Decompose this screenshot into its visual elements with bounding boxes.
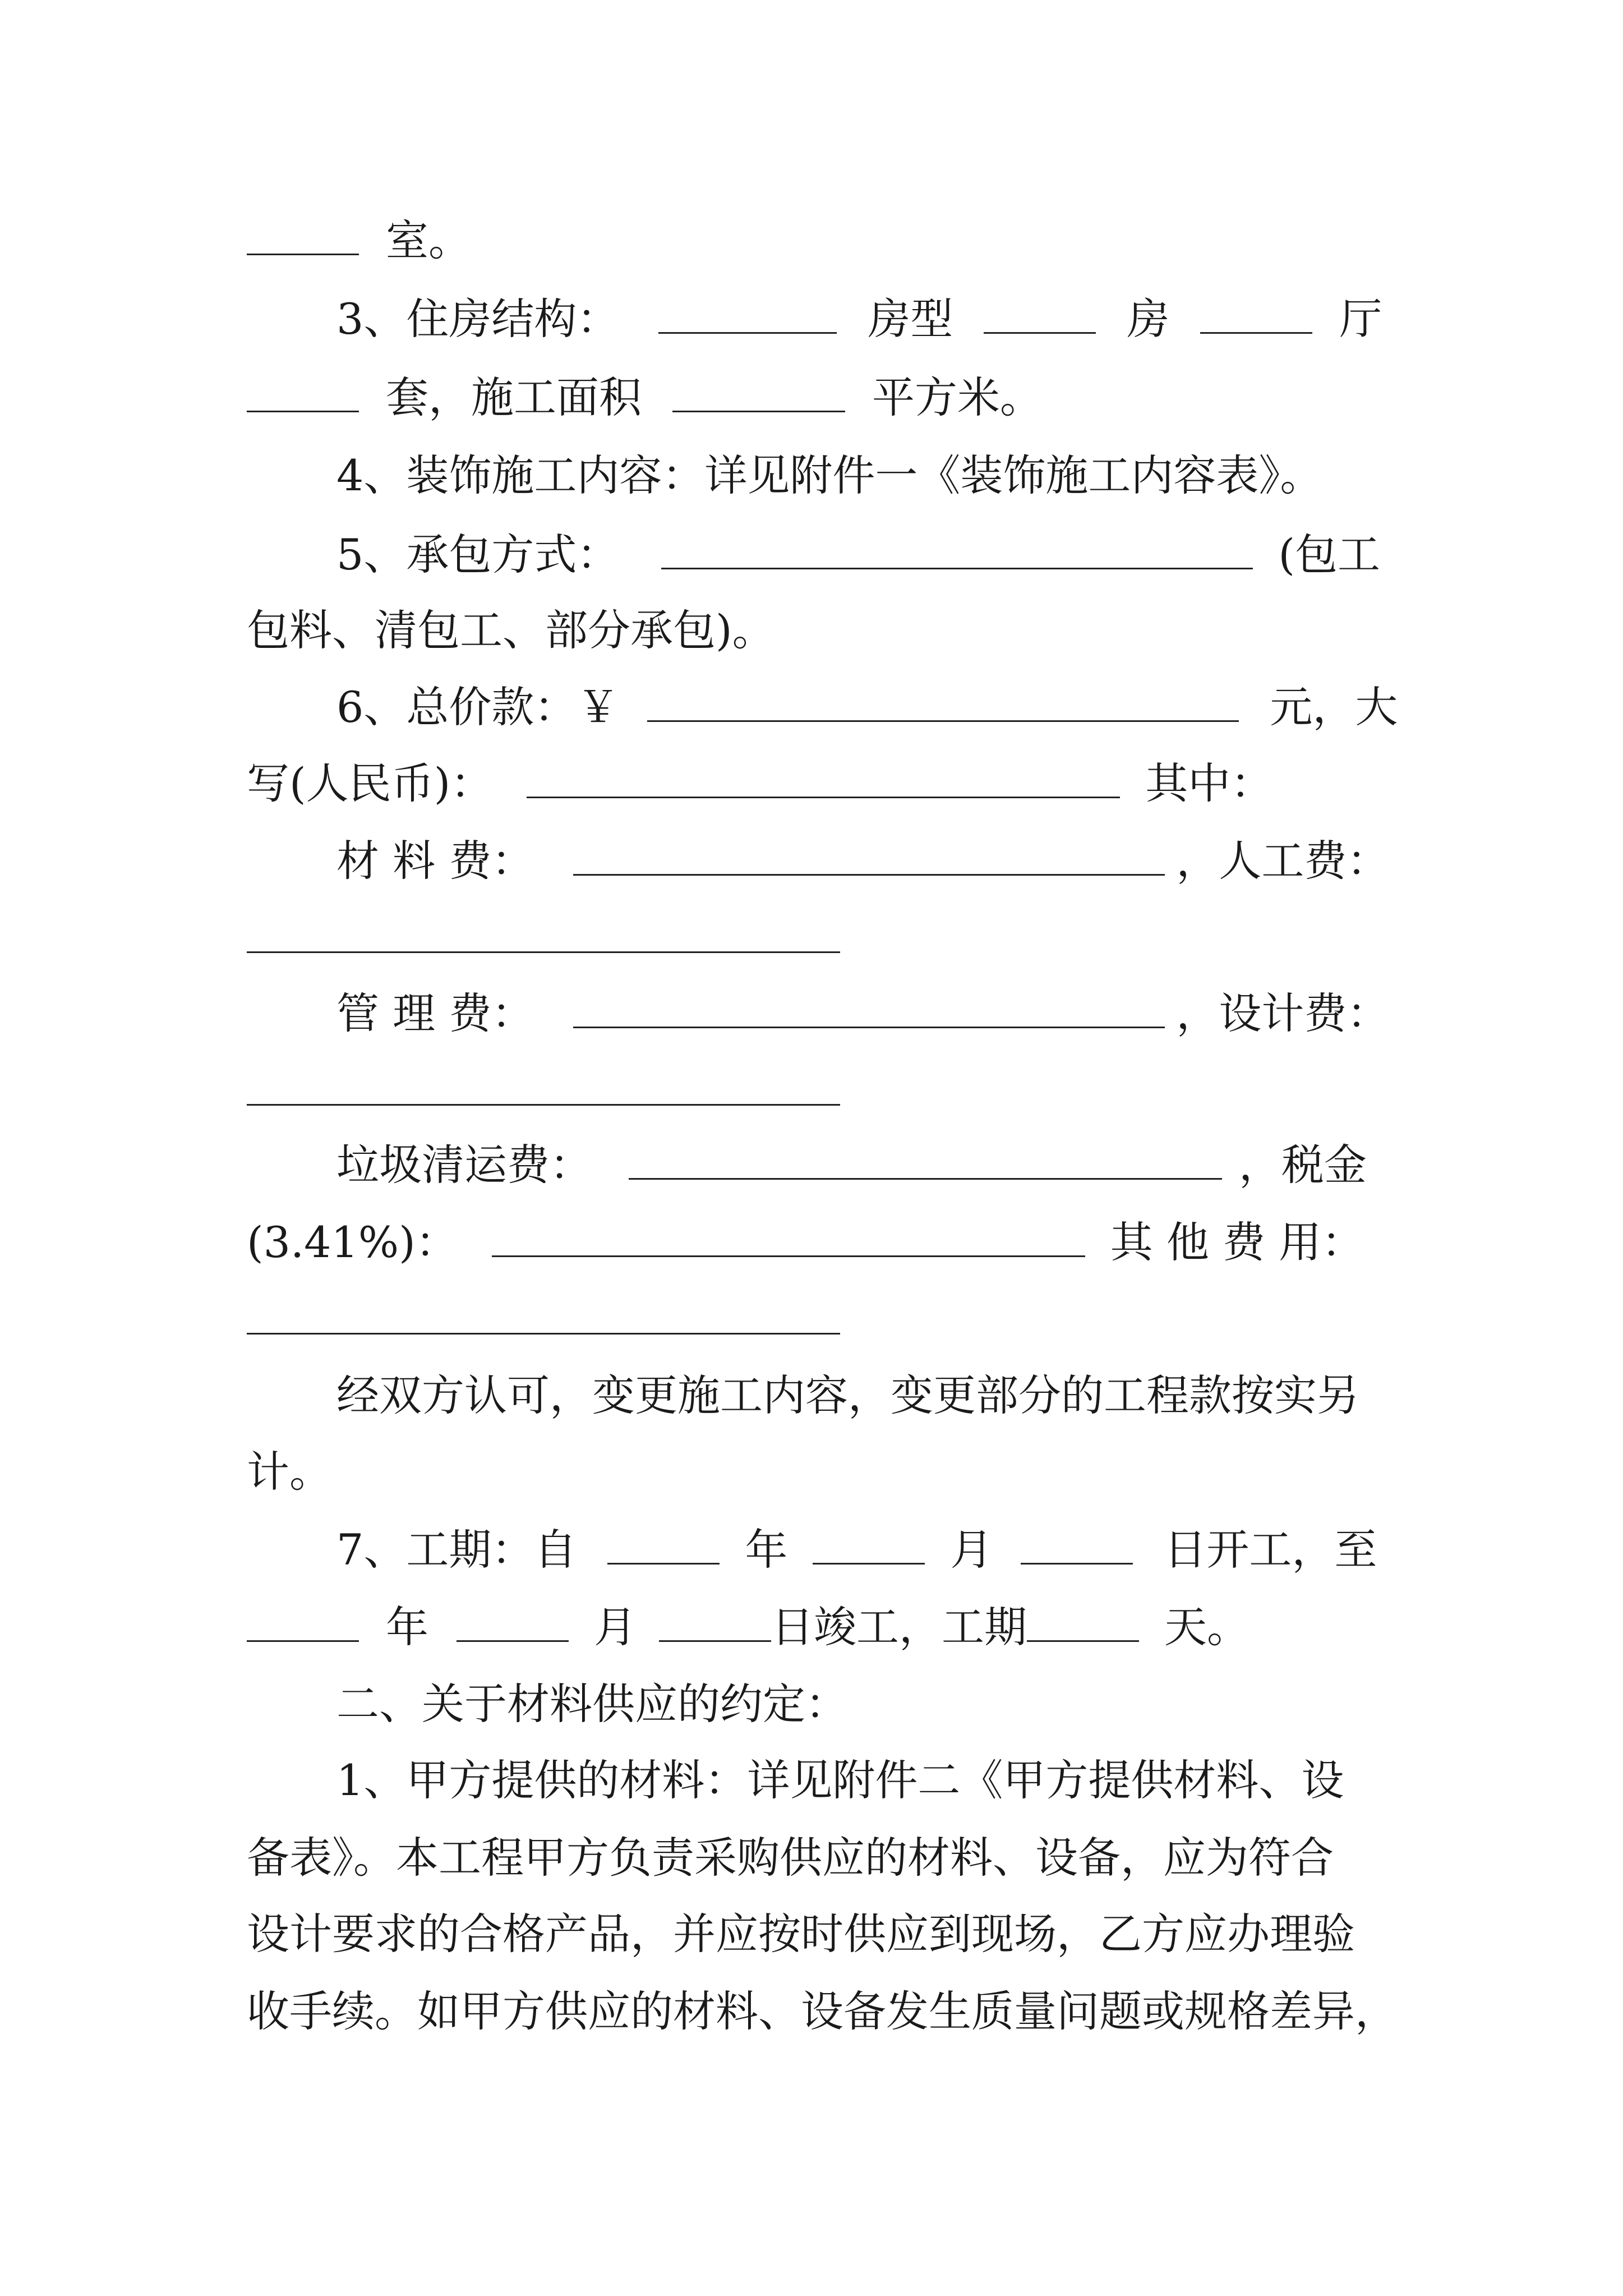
text-line	[336, 832, 1389, 889]
text-span: 元，大	[1270, 682, 1398, 732]
text-span: ，人工费：	[1176, 836, 1390, 886]
text-span: 写(人民币)：	[247, 758, 494, 808]
text-span: 7、工期：自	[336, 1525, 577, 1575]
text-span: 年	[745, 1525, 788, 1575]
text-span: 房型	[868, 294, 953, 344]
text-span: (包工	[1278, 530, 1381, 579]
blank-field	[492, 1214, 1085, 1257]
blank-field	[247, 1333, 840, 1335]
text-span: 房	[1127, 294, 1170, 344]
text-line	[336, 1521, 1377, 1577]
text-span: 5、承包方式：	[336, 530, 620, 579]
text-line	[247, 1830, 1334, 1886]
text-span: 套，施工面积	[386, 372, 642, 422]
text-span: ，设计费：	[1176, 988, 1390, 1038]
text-line	[247, 602, 775, 659]
text-span: 管 理 费：	[336, 988, 534, 1038]
text-span: 4、装饰施工内容：详见附件一《装饰施工内容表》。	[336, 450, 1323, 500]
text-span: 垃圾清运费：	[336, 1140, 592, 1190]
blank-field	[813, 1521, 925, 1565]
blank-field	[573, 985, 1165, 1028]
blank-field	[672, 369, 845, 412]
text-line	[247, 1444, 332, 1500]
text-line	[336, 526, 1380, 582]
text-line	[247, 369, 1043, 425]
text-span: 收手续。如甲方供应的材料、设备发生质量问题或规格差异，	[247, 1986, 1398, 2036]
blank-field	[661, 526, 1253, 569]
text-span: 日开工，至	[1164, 1525, 1377, 1575]
text-span: 3、住房结构：	[336, 294, 620, 344]
text-line	[336, 448, 1322, 504]
text-span: 二、关于材料供应的约定：	[336, 1679, 848, 1729]
blank-field	[527, 755, 1120, 798]
blank-field	[457, 1599, 569, 1642]
text-line	[247, 1906, 1355, 1962]
text-span: 月	[950, 1525, 993, 1575]
text-line	[247, 755, 1273, 811]
blank-field	[247, 1599, 359, 1642]
text-line	[247, 1599, 1249, 1655]
text-line	[247, 212, 471, 268]
text-span: 计。	[247, 1447, 332, 1497]
text-line	[336, 1368, 1359, 1424]
text-line	[247, 1214, 1364, 1270]
text-span: 平方米。	[872, 372, 1043, 422]
text-line	[336, 1137, 1367, 1193]
text-span: 其中：	[1145, 758, 1274, 808]
text-span: (3.41%)：	[247, 1217, 458, 1267]
text-line	[336, 1676, 848, 1732]
blank-field	[247, 369, 359, 412]
text-span: 包料、清包工、部分承包)。	[247, 605, 775, 655]
blank-field	[629, 1137, 1222, 1180]
text-span: 材 料 费：	[336, 836, 534, 886]
text-span: 室。	[386, 215, 471, 265]
blank-field	[984, 291, 1096, 334]
blank-field	[1027, 1599, 1139, 1642]
text-span: 月	[594, 1602, 637, 1652]
text-span: 年	[386, 1602, 428, 1652]
blank-field	[247, 212, 359, 255]
text-line	[336, 1752, 1344, 1809]
text-span: 厅	[1339, 294, 1382, 344]
blank-field	[247, 1104, 840, 1106]
text-span: 天。	[1164, 1602, 1249, 1652]
text-span: 6、总价款：￥	[336, 682, 620, 732]
text-line	[336, 291, 1382, 347]
text-span: 日竣工，工期	[771, 1602, 1027, 1652]
text-span: 设计要求的合格产品，并应按时供应到现场，乙方应办理验	[247, 1909, 1355, 1959]
blank-field	[1200, 291, 1312, 334]
blank-field	[659, 1599, 771, 1642]
text-line	[247, 1984, 1398, 2040]
blank-field	[658, 291, 837, 334]
blank-field	[1021, 1521, 1133, 1565]
blank-field	[573, 832, 1165, 876]
text-span: 1、甲方提供的材料：详见附件二《甲方提供材料、设	[336, 1755, 1344, 1805]
text-span: 经双方认可，变更施工内容，变更部分的工程款按实另	[336, 1370, 1359, 1420]
text-span: ，税金	[1239, 1140, 1367, 1190]
blank-field	[647, 679, 1239, 722]
text-span: 备表》。本工程甲方负责采购供应的材料、设备，应为符合	[247, 1833, 1334, 1883]
text-span: 其 他 费 用：	[1110, 1217, 1364, 1267]
blank-field	[247, 951, 840, 953]
blank-field	[607, 1521, 720, 1565]
text-line	[336, 679, 1398, 735]
text-line	[336, 985, 1389, 1041]
